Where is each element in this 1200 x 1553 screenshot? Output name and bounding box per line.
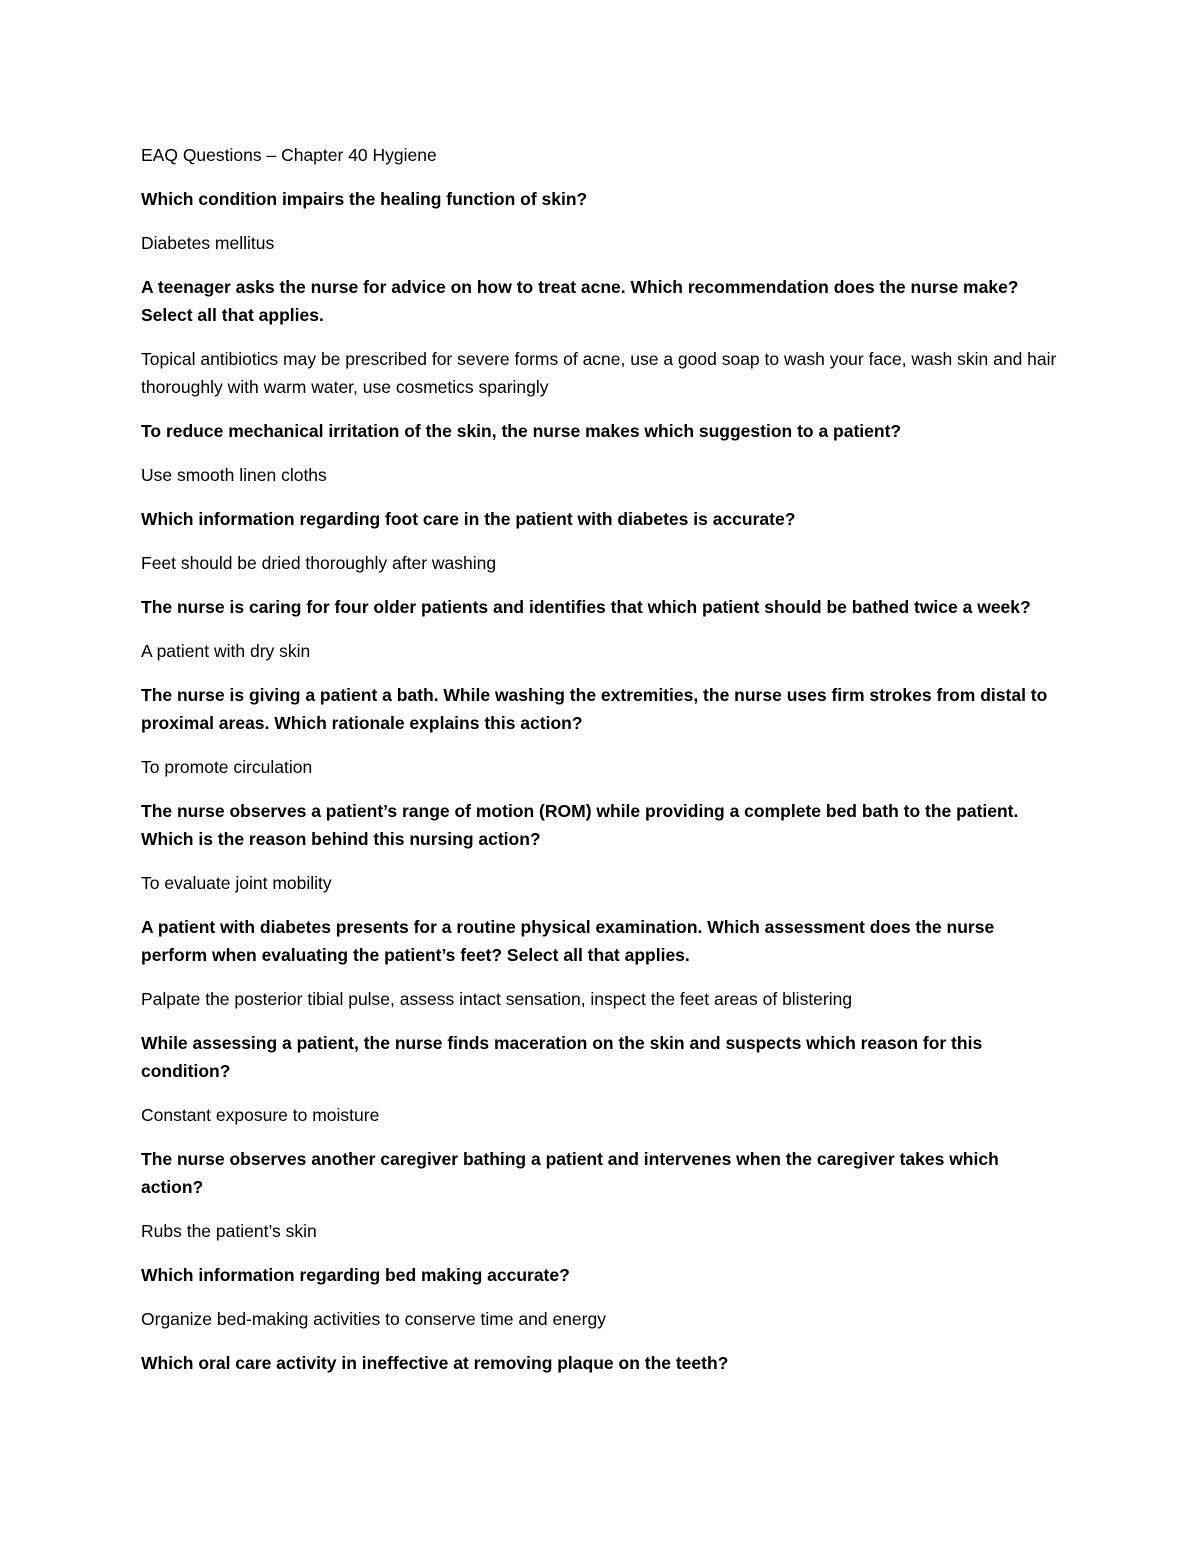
question-text: Which information regarding bed making accurate? xyxy=(141,1265,570,1285)
answer-text: Organize bed-making activities to conserve time and energy xyxy=(141,1309,606,1329)
qa-item xyxy=(141,1261,1061,1333)
answer-text: To promote circulation xyxy=(141,757,313,777)
answer-text: Topical antibiotics may be prescribed for severe forms of acne, use a good soap to wash your face, wash skin and hair thoroughly with warm water, use cosmetics sparingly xyxy=(141,349,1057,397)
answer-text: Constant exposure to moisture xyxy=(141,1105,380,1125)
answer-text: Palpate the posterior tibial pulse, assess intact sensation, inspect the feet areas of blistering xyxy=(141,989,853,1009)
document-body xyxy=(141,141,1061,1393)
answer-text: Feet should be dried thoroughly after washing xyxy=(141,553,497,573)
qa-item xyxy=(141,1349,1061,1377)
qa-item xyxy=(141,913,1061,1013)
question-text: A patient with diabetes presents for a routine physical examination. Which assessment does the nurse perform when evaluating the patient’s feet? Select all that applies. xyxy=(141,917,995,965)
question-text: A teenager asks the nurse for advice on how to treat acne. Which recommendation does the nurse make? Select all that applies. xyxy=(141,277,1019,325)
qa-item xyxy=(141,797,1061,897)
question-text: The nurse observes another caregiver bathing a patient and intervenes when the caregiver takes which action? xyxy=(141,1149,999,1197)
answer-text: Diabetes mellitus xyxy=(141,233,275,253)
question-text: The nurse is caring for four older patients and identifies that which patient should be bathed twice a week? xyxy=(141,597,1031,617)
question-text: Which oral care activity in ineffective at removing plaque on the teeth? xyxy=(141,1353,729,1373)
question-text: While assessing a patient, the nurse finds maceration on the skin and suspects which reason for this condition? xyxy=(141,1033,983,1081)
answer-text: To evaluate joint mobility xyxy=(141,873,332,893)
qa-item xyxy=(141,1145,1061,1245)
question-text: The nurse is giving a patient a bath. While washing the extremities, the nurse uses firm strokes from distal to proximal areas. Which rationale explains this action? xyxy=(141,685,1048,733)
qa-item xyxy=(141,185,1061,257)
question-text: Which information regarding foot care in the patient with diabetes is accurate? xyxy=(141,509,796,529)
answer-text: A patient with dry skin xyxy=(141,641,311,661)
qa-item xyxy=(141,593,1061,665)
question-text: To reduce mechanical irritation of the skin, the nurse makes which suggestion to a patient? xyxy=(141,421,902,441)
answer-text: Use smooth linen cloths xyxy=(141,465,327,485)
qa-item xyxy=(141,681,1061,781)
document-title: EAQ Questions – Chapter 40 Hygiene xyxy=(141,145,437,165)
qa-item xyxy=(141,505,1061,577)
qa-item xyxy=(141,273,1061,401)
answer-text: Rubs the patient’s skin xyxy=(141,1221,317,1241)
qa-item xyxy=(141,1029,1061,1129)
question-text: Which condition impairs the healing function of skin? xyxy=(141,189,588,209)
qa-item xyxy=(141,417,1061,489)
question-text: The nurse observes a patient’s range of motion (ROM) while providing a complete bed bath to the patient. Which is the reason behind this nursing action? xyxy=(141,801,1019,849)
